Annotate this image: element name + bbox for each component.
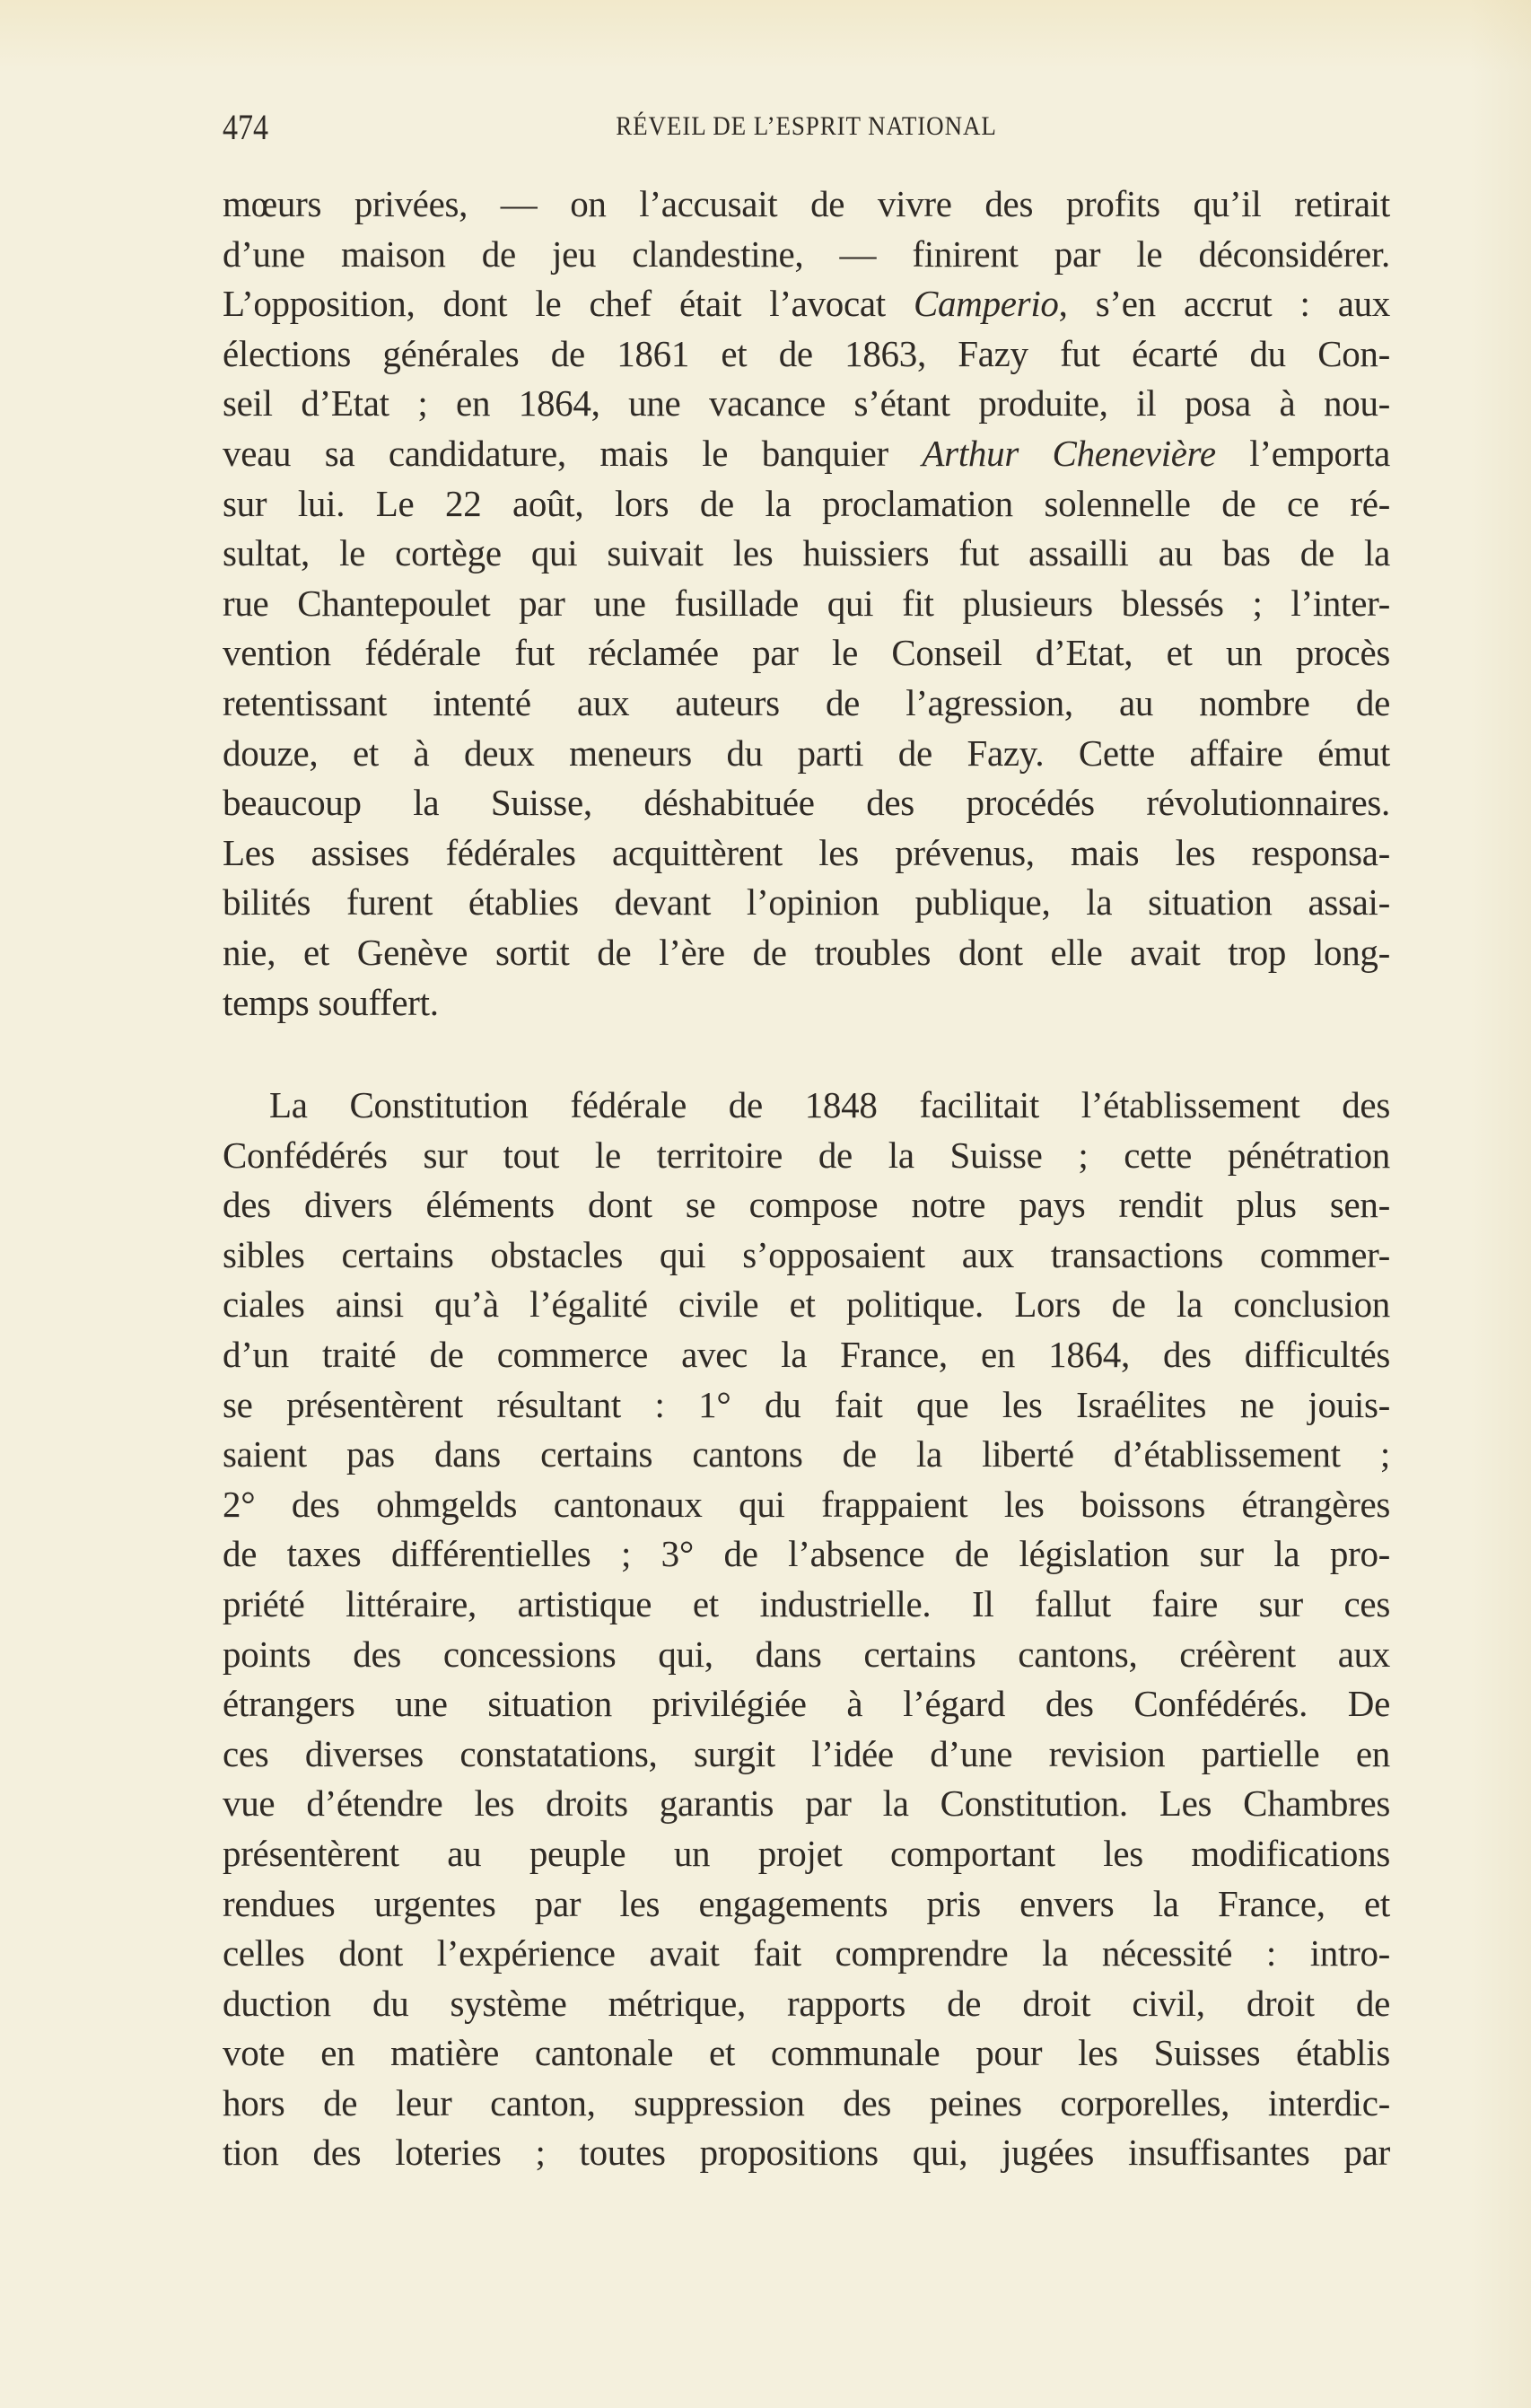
text-line	[223, 1380, 1390, 1431]
text-line	[223, 1729, 1390, 1780]
text-segment: présentèrent au peuple un projet comportant les modifications	[223, 1832, 1390, 1874]
text-segment: vote en matière cantonale et communale pour les Suisses établis	[223, 2032, 1390, 2074]
text-segment: points des concessions qui, dans certains cantons, créèrent aux	[223, 1633, 1390, 1675]
text-segment: sur lui. Le 22 août, lors de la proclamation solennelle de ce ré-	[223, 482, 1390, 524]
text-line	[223, 778, 1390, 828]
text-segment: des divers éléments dont se compose notre pays rendit plus sen-	[223, 1184, 1390, 1226]
text-line	[223, 1679, 1390, 1729]
text-segment: beaucoup la Suisse, déshabituée des procédés révolutionnaires.	[223, 782, 1390, 824]
text-segment: nie, et Genève sortit de l’ère de troubles dont elle avait trop long-	[223, 931, 1390, 973]
text-line	[223, 628, 1390, 679]
text-line	[223, 279, 1390, 329]
text-line	[223, 2128, 1390, 2178]
text-line	[223, 1829, 1390, 1879]
text-segment: d’une maison de jeu clandestine, — finirent par le déconsidérer.	[223, 232, 1390, 275]
text-segment: sibles certains obstacles qui s’opposaient aux transactions commer-	[223, 1233, 1390, 1275]
text-line	[223, 828, 1390, 879]
text-line	[223, 878, 1390, 928]
italic-name: Arthur Chenevière	[922, 432, 1216, 474]
text-line	[223, 479, 1390, 530]
text-segment: tion des loteries ; toutes propositions qui, jugées insuffisantes par	[223, 2132, 1390, 2174]
text-line	[223, 379, 1390, 429]
text-line	[223, 1180, 1390, 1230]
text-line	[223, 230, 1390, 280]
text-segment: veau sa candidature, mais le banquier	[223, 432, 923, 474]
text-segment: Les assises fédérales acquittèrent les prévenus, mais les responsa-	[223, 831, 1390, 873]
text-line	[223, 1630, 1390, 1680]
text-segment: ciales ainsi qu’à l’égalité civile et politique. Lors de la conclusion	[223, 1283, 1390, 1326]
text-segment: bilités furent établies devant l’opinion publique, la situation assai-	[223, 881, 1390, 924]
text-segment: de taxes différentielles ; 3° de l’absence de législation sur la pro-	[223, 1533, 1390, 1575]
paragraph-1	[223, 180, 1390, 1028]
text-segment: vention fédérale fut réclamée par le Conseil d’Etat, et un procès	[223, 632, 1390, 674]
text-line	[223, 329, 1390, 380]
text-line	[223, 679, 1390, 729]
text-segment: retentissant intenté aux auteurs de l’agression, au nombre de	[223, 681, 1390, 723]
text-segment: rendues urgentes par les engagements pris envers la France, et	[223, 1882, 1390, 1924]
text-segment: seil d’Etat ; en 1864, une vacance s’étant produite, il posa à nou-	[223, 382, 1390, 425]
running-header	[223, 106, 1390, 156]
text-line	[223, 928, 1390, 978]
text-segment: L’opposition, dont le chef était l’avocat	[223, 283, 914, 325]
text-line	[223, 1879, 1390, 1930]
text-segment: La Constitution fédérale de 1848 facilitait l’établissement des	[269, 1084, 1390, 1125]
text-segment: étrangers une situation privilégiée à l’égard des Confédérés. De	[223, 1683, 1390, 1725]
text-segment: saient pas dans certains cantons de la liberté d’établissement ;	[223, 1433, 1390, 1475]
text-segment: priété littéraire, artistique et industrielle. Il fallut faire sur ces	[223, 1582, 1390, 1624]
text-line	[223, 429, 1390, 479]
italic-name: Camperio	[914, 283, 1059, 325]
text-line	[223, 1929, 1390, 1979]
text-segment: hors de leur canton, suppression des peines corporelles, interdic-	[223, 2081, 1390, 2123]
text-segment: d’un traité de commerce avec la France, en 1864, des difficultés	[223, 1333, 1390, 1375]
text-line	[223, 1779, 1390, 1829]
text-segment: vue d’étendre les droits garantis par la Constitution. Les Chambres	[223, 1782, 1390, 1825]
text-segment: se présentèrent résultant : 1° du fait que les Israélites ne jouis-	[223, 1383, 1390, 1425]
text-line	[223, 978, 1390, 1029]
text-line	[223, 2079, 1390, 2129]
text-segment: rue Chantepoulet par une fusillade qui fit plusieurs blessés ; l’inter-	[223, 582, 1390, 624]
text-line	[223, 579, 1390, 629]
text-segment: ces diverses constatations, surgit l’idée d’une revision partielle en	[223, 1732, 1390, 1774]
text-segment: douze, et à deux meneurs du parti de Fazy. Cette affaire émut	[223, 731, 1390, 774]
text-line	[223, 1480, 1390, 1530]
text-segment: mœurs privées, — on l’accusait de vivre des profits qu’il retirait	[223, 183, 1390, 224]
text-line	[223, 1330, 1390, 1380]
running-title: RÉVEIL DE L’ESPRIT NATIONAL	[616, 111, 997, 141]
text-segment: , s’en accrut : aux	[1058, 283, 1390, 325]
text-segment: 2° des ohmgelds cantonaux qui frappaient les boissons étrangères	[223, 1483, 1390, 1525]
text-line	[223, 529, 1390, 579]
text-line	[223, 729, 1390, 779]
text-line	[223, 1529, 1390, 1580]
text-segment: celles dont l’expérience avait fait comprendre la nécessité : intro-	[223, 1932, 1390, 1975]
text-line	[223, 1131, 1390, 1181]
text-segment: élections générales de 1861 et de 1863, Fazy fut écarté du Con-	[223, 332, 1390, 374]
text-segment: sultat, le cortège qui suivait les huissiers fut assailli au bas de la	[223, 532, 1390, 574]
text-line	[223, 1280, 1390, 1330]
text-line	[223, 1430, 1390, 1480]
text-line	[223, 1979, 1390, 2029]
text-line	[223, 1081, 1390, 1131]
text-line	[223, 180, 1390, 230]
text-segment: duction du système métrique, rapports de droit civil, droit de	[223, 1982, 1390, 2024]
text-segment: l’emporta	[1215, 432, 1390, 474]
text-line	[223, 2028, 1390, 2079]
text-segment: Confédérés sur tout le territoire de la Suisse ; cette pénétration	[223, 1134, 1390, 1176]
text-line	[223, 1230, 1390, 1281]
text-line	[223, 1580, 1390, 1630]
text-segment: temps souffert.	[223, 981, 439, 1023]
paragraph-2	[223, 1081, 1390, 2178]
page-number: 474	[223, 107, 268, 147]
